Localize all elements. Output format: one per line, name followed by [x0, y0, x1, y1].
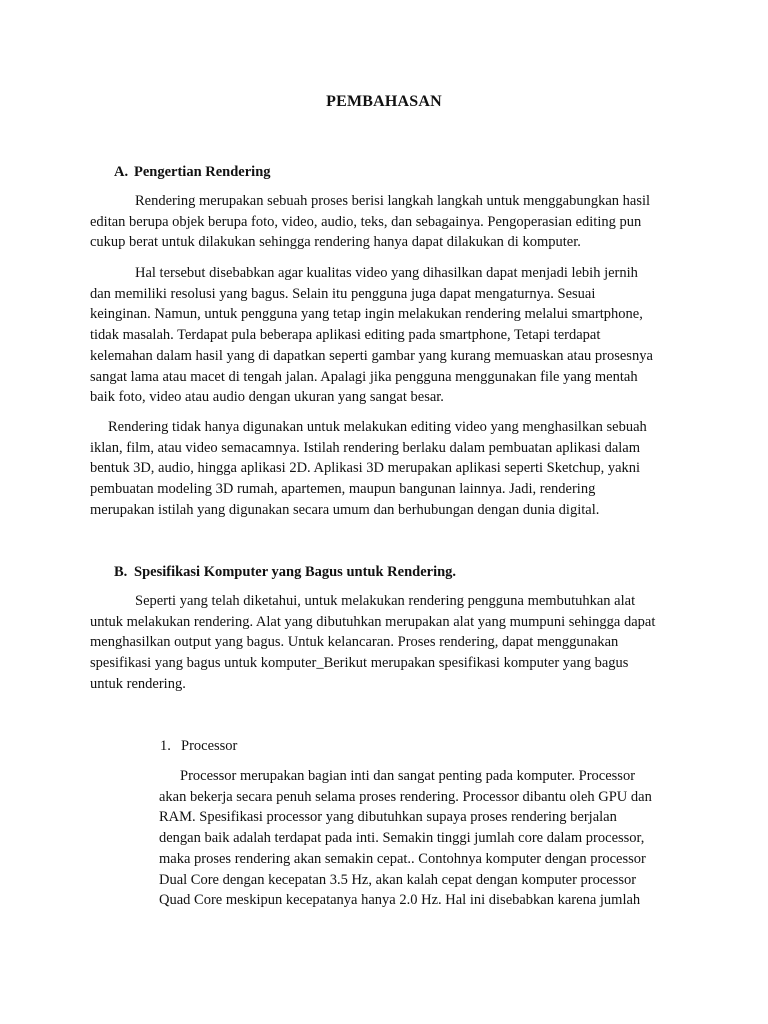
- paragraph-line: spesifikasi yang bagus untuk komputer_Berikut merupakan spesifikasi komputer yang bagus: [90, 655, 629, 672]
- section-a-paragraph-2: [90, 263, 686, 408]
- paragraph-line: menghasilkan output yang bagus. Untuk kelancaran. Proses rendering, dapat menggunakan: [90, 634, 619, 651]
- paragraph-line: RAM. Spesifikasi processor yang dibutuhkan supaya proses rendering berjalan: [159, 809, 617, 826]
- section-a-heading-text: Pengertian Rendering: [134, 164, 271, 180]
- paragraph-line: keinginan. Namun, untuk pengguna yang tetap ingin melakukan rendering melalui smartphone,: [90, 306, 643, 323]
- paragraph-line: baik foto, video atau audio dengan ukuran yang sangat besar.: [90, 389, 444, 406]
- paragraph-line: bentuk 3D, audio, hingga aplikasi 2D. Aplikasi 3D merupakan aplikasi seperti Sketchup, yakni: [90, 460, 641, 477]
- section-a-marker: A.: [114, 164, 129, 180]
- list-item-marker: 1.: [160, 738, 171, 754]
- paragraph-line: Quad Core meskipun kecepatanya hanya 2.0 Hz. Hal ini disebabkan karena jumlah: [159, 892, 641, 909]
- paragraph-line: untuk melakukan rendering. Alat yang dibutuhkan merupakan alat yang mumpuni sehingga dapat: [90, 613, 656, 630]
- paragraph-line: merupakan istilah yang digunakan secara umum dan berhubungan dengan dunia digital.: [90, 501, 600, 518]
- list-item-processor: [160, 736, 237, 756]
- section-b-paragraph-1: [90, 591, 686, 695]
- paragraph-line: cukup berat untuk dilakukan sehingga rendering hanya dapat dilakukan di komputer.: [90, 234, 581, 251]
- paragraph-line: Seperti yang telah diketahui, untuk melakukan rendering pengguna membutuhkan alat: [135, 593, 636, 609]
- paragraph-line: editan berupa objek berupa foto, video, audio, teks, dan sebagainya. Pengoperasian editing pun: [90, 213, 642, 230]
- paragraph-line: Rendering tidak hanya digunakan untuk melakukan editing video yang menghasilkan sebuah: [108, 419, 647, 435]
- page-title: PEMBAHASAN: [326, 93, 442, 110]
- paragraph-line: tidak masalah. Terdapat pula beberapa aplikasi editing pada smartphone, Tetapi terdapat: [90, 327, 601, 344]
- paragraph-line: Dual Core dengan kecepatan 3.5 Hz, akan kalah cepat dengan komputer processor: [159, 871, 637, 888]
- paragraph-line: Rendering merupakan sebuah proses berisi langkah langkah untuk menggabungkan hasil: [135, 193, 651, 209]
- paragraph-line: Processor merupakan bagian inti dan sangat penting pada komputer. Processor: [180, 768, 636, 784]
- paragraph-line: Hal tersebut disebabkan agar kualitas video yang dihasilkan dapat menjadi lebih jernih: [135, 265, 638, 281]
- list-item-title: Processor: [181, 738, 238, 754]
- section-b-heading-text: Spesifikasi Komputer yang Bagus untuk Rendering.: [134, 564, 457, 580]
- paragraph-line: dengan baik adalah terdapat pada inti. Semakin tinggi jumlah core dalam processor,: [159, 830, 645, 847]
- paragraph-line: pembuatan modeling 3D rumah, apartemen, maupun bangunan lainnya. Jadi, rendering: [90, 481, 596, 498]
- section-a-paragraph-1: [90, 191, 686, 253]
- section-b-heading: [114, 562, 456, 582]
- paragraph-line: untuk rendering.: [90, 675, 186, 692]
- paragraph-line: dan memiliki resolusi yang bagus. Selain itu pengguna juga dapat mengaturnya. Sesuai: [90, 285, 596, 302]
- paragraph-line: sangat lama atau macet di tengah jalan. Apalagi jika pengguna menggunakan file yang mentah: [90, 368, 638, 385]
- paragraph-line: maka proses rendering akan semakin cepat.. Contohnya komputer dengan processor: [159, 850, 646, 867]
- paragraph-line: kelemahan dalam hasil yang di dapatkan seperti gambar yang kurang memuaskan atau prosesnya: [90, 347, 653, 364]
- paragraph-line: akan bekerja secara penuh selama proses rendering. Processor dibantu oleh GPU dan: [159, 788, 652, 805]
- section-b-marker: B.: [114, 564, 128, 580]
- processor-paragraph: [159, 766, 679, 911]
- section-a-paragraph-3: [90, 417, 686, 521]
- section-a-heading: [114, 162, 271, 182]
- paragraph-line: iklan, film, atau video semacamnya. Istilah rendering berlaku dalam pembuatan aplikasi dalam: [90, 439, 641, 456]
